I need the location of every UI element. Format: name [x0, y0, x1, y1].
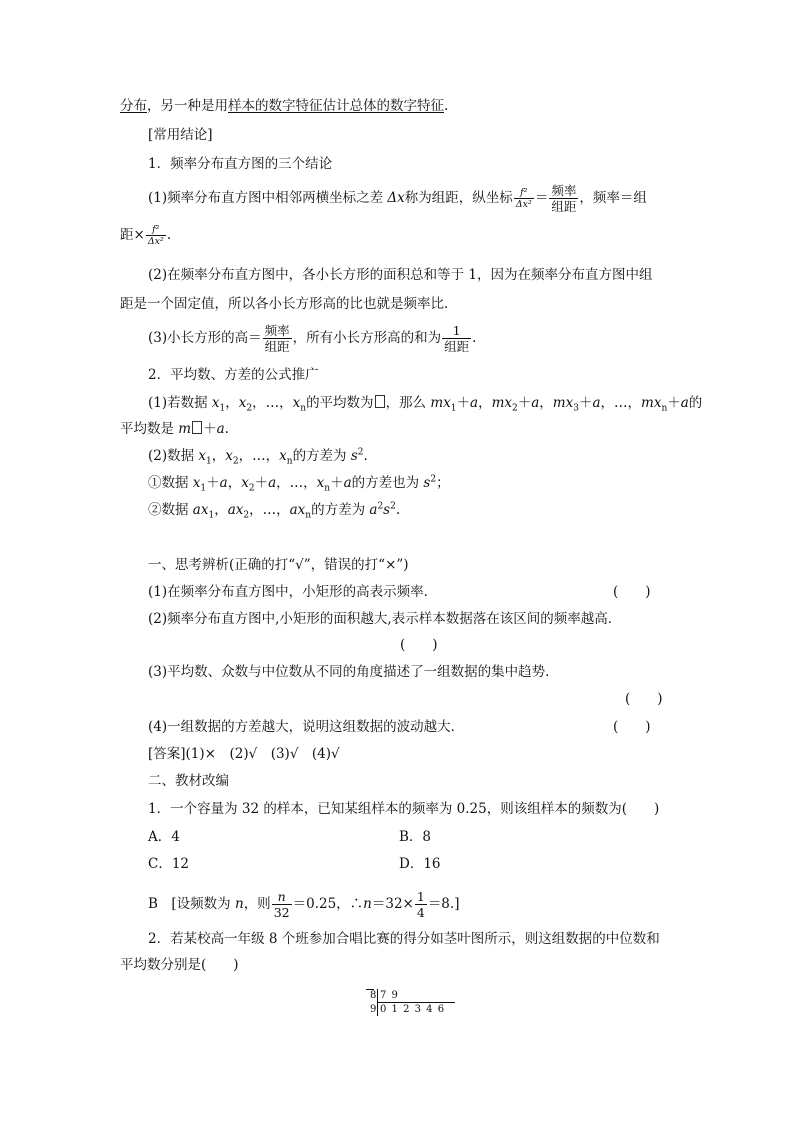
ex1-q3-blank[interactable]: ( )	[625, 691, 663, 707]
ex1-answer: [答案](1)× (2)√ (3)√ (4)√	[148, 746, 340, 762]
fraction-sum: $\frac{1}{\text{组距}}$	[444, 323, 470, 354]
exercise-2-heading: 二、教材改编	[148, 773, 229, 789]
ex1-q4: (4)一组数据的方差越大，说明这组数据的波动越大．	[148, 719, 465, 735]
fraction-one-quarter: $\frac{1}{4}$	[416, 889, 425, 920]
ex2-option-a[interactable]: A．4	[148, 829, 180, 845]
ex1-q3: (3)平均数、众数与中位数从不同的角度描述了一组数据的集中趋势．	[148, 664, 559, 680]
intro-underlined-2: 样本的数字特征估计总体的数字特征	[228, 98, 444, 114]
conclusion-2-title: 2．平均数、方差的公式推广	[148, 367, 319, 383]
ex2-option-b[interactable]: B．8	[399, 829, 432, 845]
fraction-f-over-dx-2: $\frac{\text{f²}}{\text{Δx²}}$	[147, 224, 164, 247]
ex1-q2-blank[interactable]: ( )	[400, 637, 438, 653]
c1-p1-a: (1)频率分布直方图中相邻两横坐标之差	[148, 190, 384, 206]
intro-mid: ，另一种是用	[147, 98, 228, 114]
conclusion-2-para-1: (1)若数据 $x_1$，$x_2$，…，$x_n$的平均数为 ，那么 $mx_1+a$，$mx_2+a$，$mx_3+a$，…，$mx_n+a$的	[148, 395, 703, 414]
stem-value: 9	[370, 1004, 377, 1015]
ex1-q1-blank[interactable]: ( )	[613, 584, 651, 600]
delta-x: Δx	[387, 190, 405, 206]
c1-p1-c: ，频率＝组	[579, 190, 647, 206]
intro-line	[120, 97, 448, 115]
conclusion-2-para-3: ①数据 $x_1+a$，$x_2+a$，…，$x_n+a$的方差也为 $s^2$；	[148, 474, 450, 494]
fraction-freq-over-width: $\frac{\text{频率}}{\text{组距}}$	[551, 183, 577, 214]
ex2-option-c[interactable]: C．12	[148, 856, 190, 872]
ex1-q1: (1)在频率分布直方图中，小矩形的高表示频率．	[148, 584, 438, 600]
stem-leaf-plot	[366, 987, 466, 1019]
exercise-1-heading: 一、思考辨析(正确的打“√”，错误的打“×”)	[148, 557, 409, 573]
ex2-solution: B [设频数为 n，则 $\frac{n}{32}$ ＝0.25，∴n＝32× $\frac{1}{4}$ ＝8.]	[148, 889, 460, 920]
conclusion-1-title: 1．频率分布直方图的三个结论	[148, 156, 333, 172]
ex1-q2: (2)频率分布直方图中,小矩形的面积越大,表示样本数据落在该区间的频率越高．	[148, 611, 622, 627]
conclusion-1-para-1: (1)频率分布直方图中相邻两横坐标之差 Δx称为组距，纵坐标 $\frac{\text{f²}}{\text{Δx²}}$ ＝ $\frac{\text{频率}}{\text{组距}}$ ，频率＝组	[148, 183, 647, 214]
xbar-placeholder-icon-2	[192, 421, 202, 434]
ex2-q2-line-1: 2．若某校高一年级 8 个班参加合唱比赛的得分如茎叶图所示，则这组数据的中位数和	[148, 931, 660, 947]
leaf-values: 0 1 2 3 4 6	[380, 1004, 446, 1015]
conclusion-1-para-1-cont: 距× $\frac{\text{f²}}{\text{Δx²}}$ .	[120, 224, 172, 247]
ex1-q4-blank[interactable]: ( )	[613, 719, 651, 735]
conclusion-2-para-4: ②数据 $ax_1$，$ax_2$，…，$ax_n$的方差为 $a^2s^2$.	[148, 501, 401, 521]
conclusion-1-para-2b: 距是一个固定值，所以各小长方形高的比也就是频率比．	[120, 296, 458, 312]
conclusion-2-para-2: (2)数据 $x_1$，$x_2$，…，$x_n$的方差为 $s^2$.	[148, 447, 368, 467]
conclusion-1-para-2a: (2)在频率分布直方图中，各小长方形的面积总和等于 1，因为在频率分布直方图中组	[148, 267, 653, 283]
conclusion-2-para-1-cont: 平均数是 m ＋a.	[120, 421, 229, 437]
ex2-option-d[interactable]: D．16	[399, 856, 441, 872]
xbar-placeholder-icon	[375, 395, 385, 408]
ex2-q1: 1．一个容量为 32 的样本，已知某组样本的频率为 0.25，则该组样本的频数为( )	[148, 801, 660, 817]
leaf-values: 7 9	[380, 990, 399, 1001]
stem-value: 8	[370, 990, 377, 1001]
fraction-f-over-dx: $\frac{\text{f²}}{\text{Δx²}}$	[515, 187, 532, 210]
fraction-n-over-32: $\frac{n}{32}$	[273, 889, 290, 920]
ex2-q2-line-2: 平均数分别是( )	[120, 957, 239, 973]
conclusion-1-para-3: (3)小长方形的高＝ $\frac{\text{频率}}{\text{组距}}$ ，所有小长方形高的和为 $\frac{1}{\text{组距}}$ .	[148, 323, 477, 354]
intro-end: .	[444, 98, 449, 114]
intro-underlined-1: 分布	[120, 98, 147, 114]
fraction-height: $\frac{\text{频率}}{\text{组距}}$	[264, 323, 290, 354]
conclusions-heading: [常用结论]	[148, 127, 213, 143]
c1-p1-b: 称为组距，纵坐标	[404, 190, 513, 206]
